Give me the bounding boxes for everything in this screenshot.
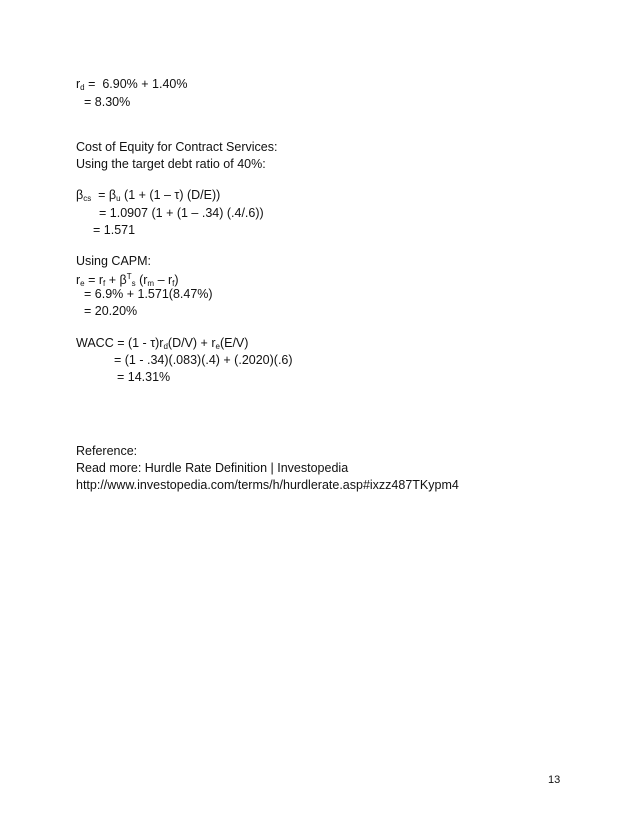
capm-expression-b: + β	[105, 273, 127, 287]
beta-cs-subscript: cs	[83, 194, 92, 203]
wacc-rd-subscript: d	[163, 342, 168, 351]
re-subscript: e	[80, 279, 85, 288]
equity-intro: Using the target debt ratio of 40%:	[76, 157, 266, 171]
capm-expression-e: )	[174, 273, 179, 287]
beta-equation-line3: = 1.571	[93, 223, 136, 237]
capm-heading: Using CAPM:	[76, 254, 152, 268]
beta-symbol: β	[76, 188, 84, 202]
rd-expression: = 6.90% + 1.40%	[84, 77, 188, 91]
capm-expression-d: – r	[154, 273, 173, 287]
beta-u-subscript: u	[116, 194, 121, 203]
capm-equation-line3: = 20.20%	[84, 304, 138, 318]
wacc-equation-line2: = (1 - .34)(.083)(.4) + (.2020)(.6)	[114, 353, 293, 367]
read-more-text: Read more: Hurdle Rate Definition | Investopedia	[76, 461, 349, 475]
wacc-re-subscript: e	[215, 342, 220, 351]
beta-equation-line2: = 1.0907 (1 + (1 – .34) (.4/.6))	[99, 206, 264, 220]
beta-expression-a: = β	[91, 188, 117, 202]
wacc-expression-a: WACC = (1 - τ)r	[76, 336, 164, 350]
equity-heading: Cost of Equity for Contract Services:	[76, 140, 278, 154]
wacc-equation-line3: = 14.31%	[117, 370, 171, 384]
capm-expression-a: = r	[84, 273, 104, 287]
rd-symbol: r	[76, 77, 81, 91]
page-number: 13	[548, 774, 561, 786]
rd-subscript: d	[80, 83, 85, 92]
capm-expression-c: (r	[135, 273, 148, 287]
rf-subscript: f	[103, 279, 106, 288]
beta-s-subscript: s	[131, 279, 136, 288]
wacc-expression-b: (D/V) + r	[167, 336, 216, 350]
rm-subscript: m	[147, 279, 155, 288]
wacc-expression-c: (E/V)	[219, 336, 249, 350]
beta-superscript: T	[126, 272, 132, 281]
beta-expression-b: (1 + (1 – τ) (D/E))	[120, 188, 221, 202]
beta-equation-line1	[76, 187, 220, 207]
capm-equation-line2: = 6.9% + 1.571(8.47%)	[84, 287, 213, 301]
rd-equation-line2: = 8.30%	[84, 95, 131, 109]
rd-equation-line1	[76, 76, 187, 96]
re-symbol: r	[76, 273, 81, 287]
reference-label: Reference:	[76, 444, 138, 458]
reference-url[interactable]: http://www.investopedia.com/terms/h/hurdlerate.asp#ixzz487TKypm4	[76, 478, 459, 492]
rf2-subscript: f	[172, 279, 175, 288]
